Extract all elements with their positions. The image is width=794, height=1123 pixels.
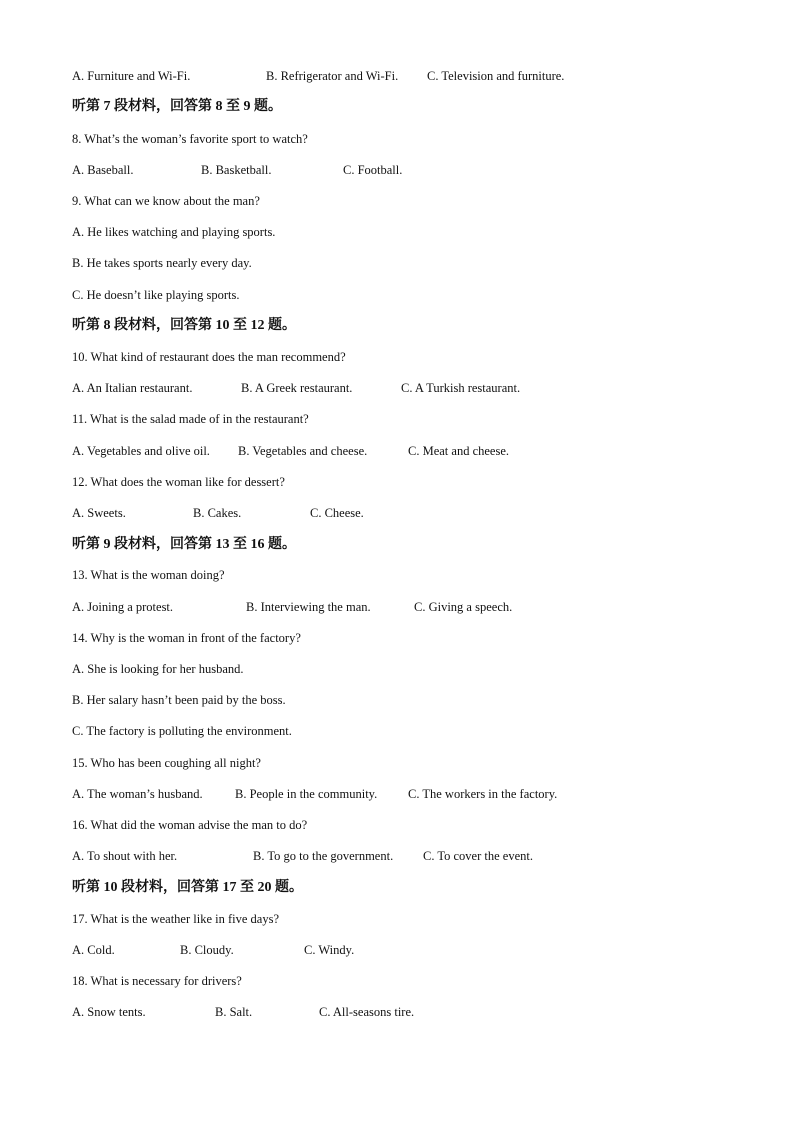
- option-c: C. The factory is polluting the environment.: [72, 724, 292, 738]
- option-b: B. People in the community.: [235, 787, 378, 801]
- option-c: C. Television and furniture.: [427, 69, 565, 83]
- option-c: C. He doesn’t like playing sports.: [72, 288, 240, 302]
- option-c: C. The workers in the factory.: [408, 787, 558, 801]
- option-b: B. Refrigerator and Wi-Fi.: [266, 69, 399, 83]
- question-16: 16. What did the woman advise the man to do?: [72, 818, 308, 832]
- option-c: C. Meat and cheese.: [408, 444, 510, 458]
- option-b: B. Salt.: [215, 1005, 253, 1019]
- option-b: B. Her salary hasn’t been paid by the boss.: [72, 693, 286, 707]
- option-b: B. He takes sports nearly every day.: [72, 256, 252, 270]
- question-15: 15. Who has been coughing all night?: [72, 756, 261, 770]
- option-b: B. To go to the government.: [253, 849, 394, 863]
- section-heading: 听第 8 段材料，回答第 10 至 12 题。: [72, 318, 296, 333]
- option-a: A. Snow tents.: [72, 1005, 146, 1019]
- option-a: A. To shout with her.: [72, 849, 178, 863]
- section-heading: 听第 9 段材料，回答第 13 至 16 题。: [72, 537, 296, 552]
- option-c: C. To cover the event.: [423, 849, 533, 863]
- option-b: B. Vegetables and cheese.: [238, 444, 368, 458]
- option-a: A. An Italian restaurant.: [72, 381, 193, 395]
- option-c: C. Football.: [343, 163, 403, 177]
- option-a: A. Sweets.: [72, 506, 126, 520]
- section-heading: 听第 7 段材料，回答第 8 至 9 题。: [72, 99, 282, 114]
- option-b: B. Cloudy.: [180, 943, 234, 957]
- option-a: A. The woman’s husband.: [72, 787, 203, 801]
- question-12: 12. What does the woman like for dessert?: [72, 475, 285, 489]
- question-17: 17. What is the weather like in five days?: [72, 912, 279, 926]
- option-c: C. A Turkish restaurant.: [401, 381, 521, 395]
- option-a: A. Joining a protest.: [72, 600, 174, 614]
- question-18: 18. What is necessary for drivers?: [72, 974, 242, 988]
- section-heading: 听第 10 段材料，回答第 17 至 20 题。: [72, 880, 303, 895]
- question-14: 14. Why is the woman in front of the factory?: [72, 631, 301, 645]
- option-c: C. All-seasons tire.: [319, 1005, 415, 1019]
- question-10: 10. What kind of restaurant does the man recommend?: [72, 350, 346, 364]
- option-b: B. Interviewing the man.: [246, 600, 371, 614]
- option-b: B. Basketball.: [201, 163, 272, 177]
- option-a: A. She is looking for her husband.: [72, 662, 244, 676]
- option-a: A. He likes watching and playing sports.: [72, 225, 276, 239]
- option-a: A. Furniture and Wi-Fi.: [72, 69, 191, 83]
- option-c: C. Cheese.: [310, 506, 364, 520]
- question-8: 8. What’s the woman’s favorite sport to watch?: [72, 132, 308, 146]
- option-c: C. Windy.: [304, 943, 355, 957]
- option-a: A. Baseball.: [72, 163, 134, 177]
- option-a: A. Cold.: [72, 943, 115, 957]
- question-13: 13. What is the woman doing?: [72, 568, 225, 582]
- option-c: C. Giving a speech.: [414, 600, 513, 614]
- option-b: B. A Greek restaurant.: [241, 381, 353, 395]
- question-11: 11. What is the salad made of in the restaurant?: [72, 412, 309, 426]
- question-9: 9. What can we know about the man?: [72, 194, 260, 208]
- option-a: A. Vegetables and olive oil.: [72, 444, 210, 458]
- option-b: B. Cakes.: [193, 506, 242, 520]
